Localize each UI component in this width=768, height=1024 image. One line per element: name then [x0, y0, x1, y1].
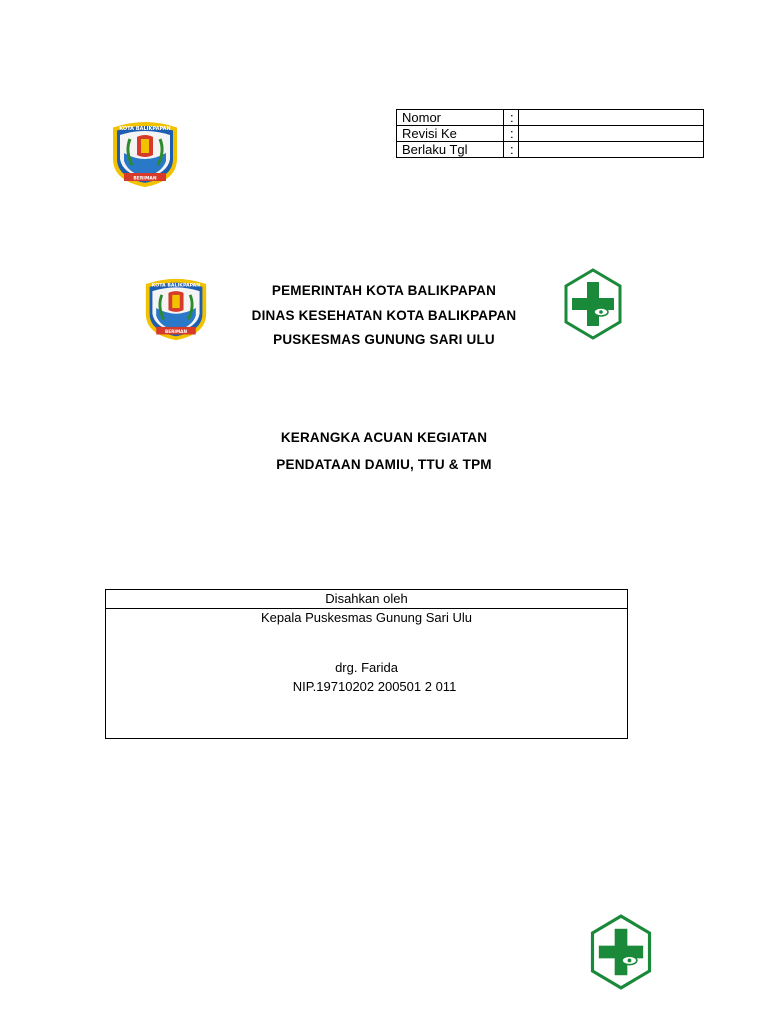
document-control-table — [396, 109, 704, 158]
nomor-value[interactable] — [519, 110, 704, 126]
revisi-value[interactable] — [519, 126, 704, 142]
approval-box — [105, 589, 628, 739]
approval-header: Disahkan oleh — [106, 590, 627, 609]
revisi-colon: : — [504, 126, 519, 142]
svg-text:KOTA BALIKPAPAN: KOTA BALIKPAPAN — [119, 126, 171, 132]
header-line-2: DINAS KESEHATAN KOTA BALIKPAPAN — [251, 308, 517, 323]
header-line-3: PUSKESMAS GUNUNG SARI ULU — [273, 332, 495, 347]
puskesmas-logo — [563, 268, 623, 340]
table-row — [397, 142, 704, 158]
svg-text:KOTA BALIKPAPAN: KOTA BALIKPAPAN — [151, 283, 201, 289]
berlaku-colon: : — [504, 142, 519, 158]
approval-position: Kepala Puskesmas Gunung Sari Ulu — [260, 610, 472, 625]
table-row — [397, 126, 704, 142]
puskesmas-logo — [586, 914, 656, 990]
approval-nip: NIP.19710202 200501 2 011 — [292, 679, 457, 694]
nomor-label: Nomor — [397, 110, 504, 126]
nomor-colon: : — [504, 110, 519, 126]
header-line-1: PEMERINTAH KOTA BALIKPAPAN — [271, 283, 497, 298]
table-row — [397, 110, 704, 126]
city-emblem-logo — [110, 121, 180, 187]
berlaku-value[interactable] — [519, 142, 704, 158]
title-line-2: PENDATAAN DAMIU, TTU & TPM — [276, 457, 492, 472]
title-line-1: KERANGKA ACUAN KEGIATAN — [280, 430, 488, 445]
svg-text:BERIMAN: BERIMAN — [165, 329, 187, 335]
approval-name: drg. Farida — [335, 660, 398, 675]
berlaku-label: Berlaku Tgl — [397, 142, 504, 158]
svg-text:BERIMAN: BERIMAN — [133, 176, 157, 182]
revisi-label: Revisi Ke — [397, 126, 504, 142]
